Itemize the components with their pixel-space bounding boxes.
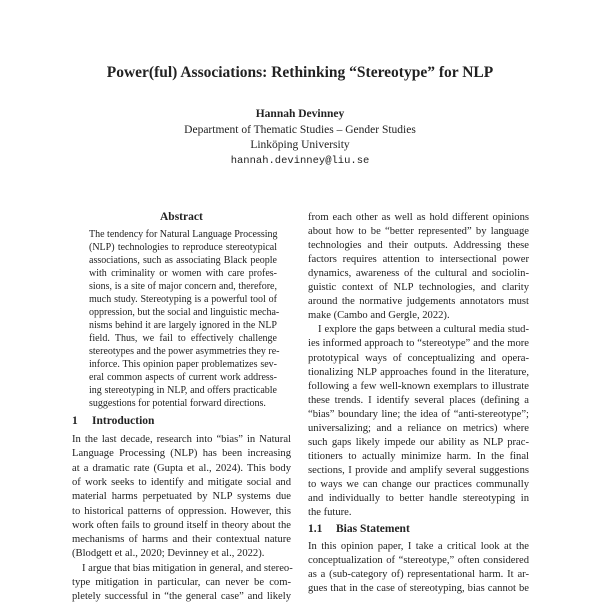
subsection-title: Bias Statement (336, 523, 410, 535)
text-line: with criminality or women with care profes- (89, 268, 277, 279)
text-line: associations, such as associating Black people (89, 255, 277, 266)
text-line: dynamics, awareness of the cultural and sociolin- (308, 268, 529, 280)
abstract-heading: Abstract (160, 211, 203, 223)
text-line: pletely successful in “the general case” and likely (72, 591, 291, 603)
text-line: Language Processing (NLP) has been increasing (72, 448, 291, 460)
text-line: about how to be “better represented” by language (308, 226, 529, 238)
text-line: the future. (308, 507, 352, 519)
text-line: mechanisms of harms and their contextual nature (72, 534, 291, 546)
text-line: material harms perpetuated by NLP systems due (72, 491, 291, 503)
text-line: (NLP) technologies to reproduce stereotypical (89, 242, 277, 253)
text-line: inforce. This opinion paper problematizes sev- (89, 359, 277, 370)
text-line: sions, is a site of major concern and, therefore, (89, 281, 277, 292)
text-line: technologies and their outputs. Addressing these (308, 240, 529, 252)
text-line: sections, I provide and amplify several suggestions (308, 464, 529, 476)
text-line: The tendency for Natural Language Processing (89, 229, 278, 240)
text-line: field. Thus, we fail to effectively challenge (89, 333, 277, 344)
text-line: to ways we can change our practices communally (308, 478, 529, 490)
section-title: Introduction (92, 415, 155, 427)
text-line: suggestions for potential forward directions. (89, 398, 266, 409)
text-line: factors requires attention to intersectional power (308, 254, 529, 266)
text-line: these trends. I identify several places (defining a (308, 394, 529, 406)
text-line: “bias” boundary line; the idea of “anti-stereotype”; (308, 408, 529, 420)
text-line: to historical patterns of oppression. However, this (72, 505, 291, 517)
text-line: ing stereotyping in NLP, and offers practicable (89, 385, 277, 396)
author-name: Hannah Devinney (255, 108, 345, 120)
text-line: following a few well-known exemplars to illustrate (308, 380, 529, 392)
text-line: stereotypes and the power asymmetries they re- (89, 346, 280, 357)
text-line: around the normative judgements annotators must (308, 296, 529, 308)
text-line: of work seeks to identify and mitigate social and (72, 476, 291, 488)
author-email: hannah.devinney@liu.se (230, 155, 370, 167)
bias-statement-heading (308, 523, 410, 536)
intro-heading (72, 415, 154, 428)
text-line: conceptualization of “stereotype,” often considered (308, 555, 529, 566)
subsection-number: 1.1 (308, 523, 323, 535)
text-line: prototypical ways of conceptualizing and opera- (308, 352, 529, 364)
text-line: I explore the gaps between a cultural media stud- (318, 324, 529, 336)
text-line: at a dramatic rate (Gupta et al., 2024). This body (72, 462, 291, 474)
text-line: tionalizing NLP approaches found in the literature, (308, 366, 529, 378)
author-university: Linköping University (250, 139, 350, 151)
text-line: as a (sub-category of) representational harm. It ar- (308, 569, 529, 580)
text-line: ies informed approach to “stereotype” and the more (308, 338, 529, 350)
text-line: nisms behind it are largely ignored in the NLP (89, 320, 277, 331)
text-line: gues that in the case of stereotyping, bias cannot be (308, 583, 529, 594)
text-line: titioners to actually minimize harm. In the final (308, 450, 529, 462)
text-line: oppression, but the social and linguistic mecha- (89, 307, 280, 318)
text-line: In the last decade, research into “bias” in Natural (72, 434, 291, 445)
text-line: In this opinion paper, I take a critical look at the (308, 541, 529, 552)
paper-title: Power(ful) Associations: Rethinking “Stereotype” for NLP (106, 64, 494, 81)
text-line: make (Cambo and Gergle, 2022). (308, 310, 450, 322)
text-line: such gaps likely impede our ability as NLP prac- (308, 436, 529, 448)
text-line: guistic context of NLP technologies, and clarity (308, 282, 529, 294)
text-line: from each other as well as hold different opinions (308, 212, 529, 223)
text-line: I argue that bias mitigation in general, and stereo- (82, 562, 293, 574)
text-line: work often fails to ground itself in theory about the (72, 519, 291, 531)
text-line: eral common aspects of current work address- (89, 372, 277, 383)
author-department: Department of Thematic Studies – Gender Studies (184, 124, 416, 136)
section-number: 1 (72, 415, 78, 427)
text-line: universalizing; and a reliance on metrics) where (308, 422, 529, 434)
text-line: type mitigation in particular, can never be com- (72, 577, 291, 588)
text-line: (Blodgett et al., 2020; Devinney et al., 2022). (72, 548, 265, 560)
text-line: and individually to better handle stereotyping in (308, 493, 529, 504)
text-line: much study. Stereotyping is a powerful tool of (89, 294, 277, 305)
